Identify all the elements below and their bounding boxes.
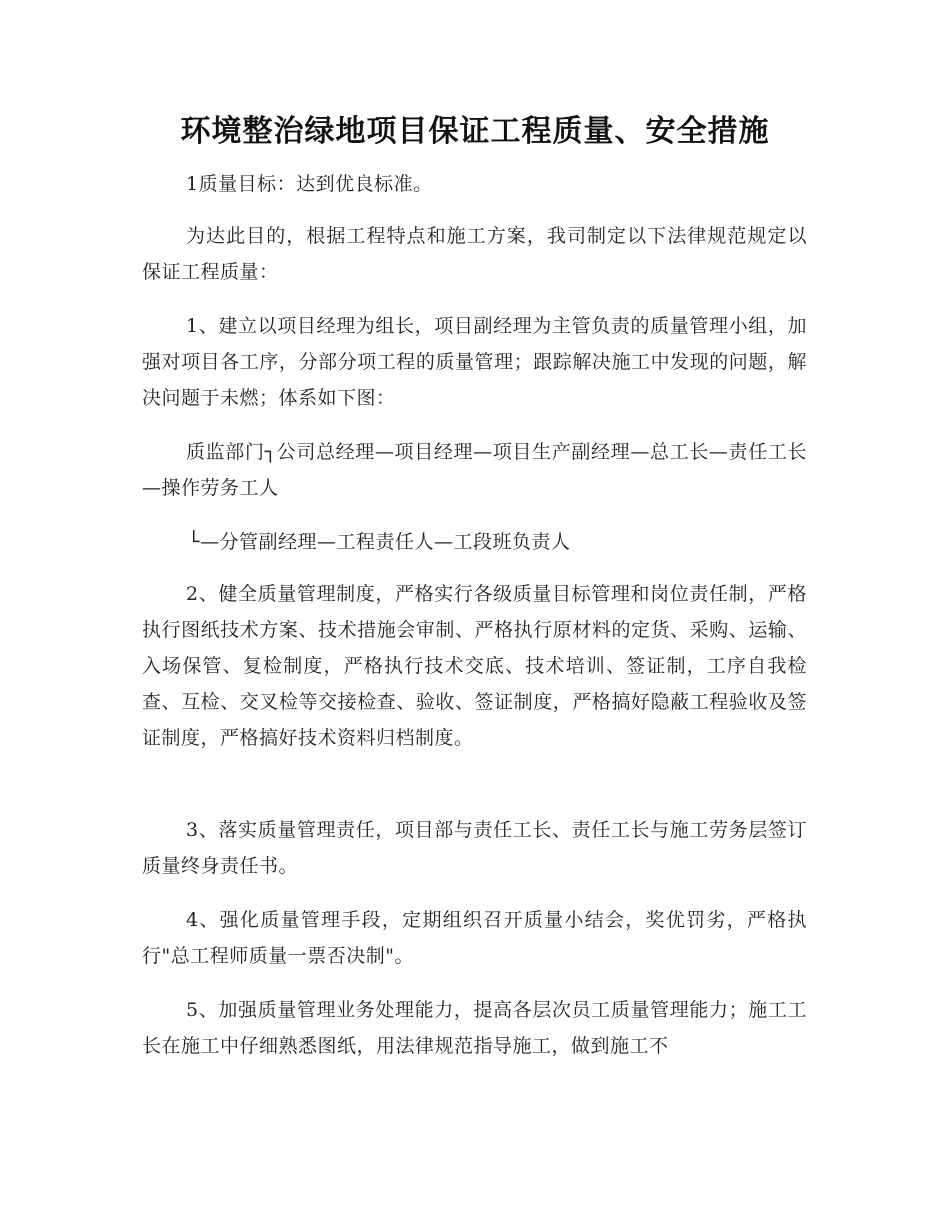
org-chart-branch-line: └—分管副经理—工程责任人—工段班负责人 — [188, 531, 571, 553]
item-3-paragraph: 3、落实质量管理责任，项目部与责任工长、责任工长与施工劳务层签订质量终身责任书。 — [142, 819, 807, 877]
item-2-paragraph: 2、健全质量管理制度，严格实行各级质量目标管理和岗位责任制，严格执行图纸技术方案、技术措施会审制、严格执行原材料的定货、采购、运输、入场保管、复检制度，严格执行技术交底、技术培训、签证制，工序自我检查、互检、交叉检等交接检查、验收、签证制度，严格搞好隐蔽工程验收及签证制度，严格搞好技术资料归档制度。 — [142, 583, 807, 749]
intro-paragraph: 为达此目的，根据工程特点和施工方案，我司制定以下法律规范规定以保证工程质量： — [142, 225, 807, 283]
quality-goal-paragraph: 1质量目标：达到优良标准。 — [186, 173, 433, 195]
document-title: 环境整治绿地项目保证工程质量、安全措施 — [180, 114, 770, 149]
item-1-paragraph: 1、建立以项目经理为组长，项目副经理为主管负责的质量管理小组，加强对项目各工序，分部分项工程的质量管理；跟踪解决施工中发现的问题，解决问题于未燃；体系如下图： — [142, 315, 807, 409]
item-5-paragraph: 5、加强质量管理业务处理能力，提高各层次员工质量管理能力；施工工长在施工中仔细熟悉图纸，用法律规范指导施工，做到施工不 — [142, 999, 807, 1057]
item-4-paragraph: 4、强化质量管理手段，定期组织召开质量小结会，奖优罚劣，严格执行"总工程师质量一票否决制"。 — [142, 909, 807, 967]
org-chart-main-line: 质监部门┐公司总经理—项目经理—项目生产副经理—总工长—责任工长—操作劳务工人 — [142, 441, 807, 499]
